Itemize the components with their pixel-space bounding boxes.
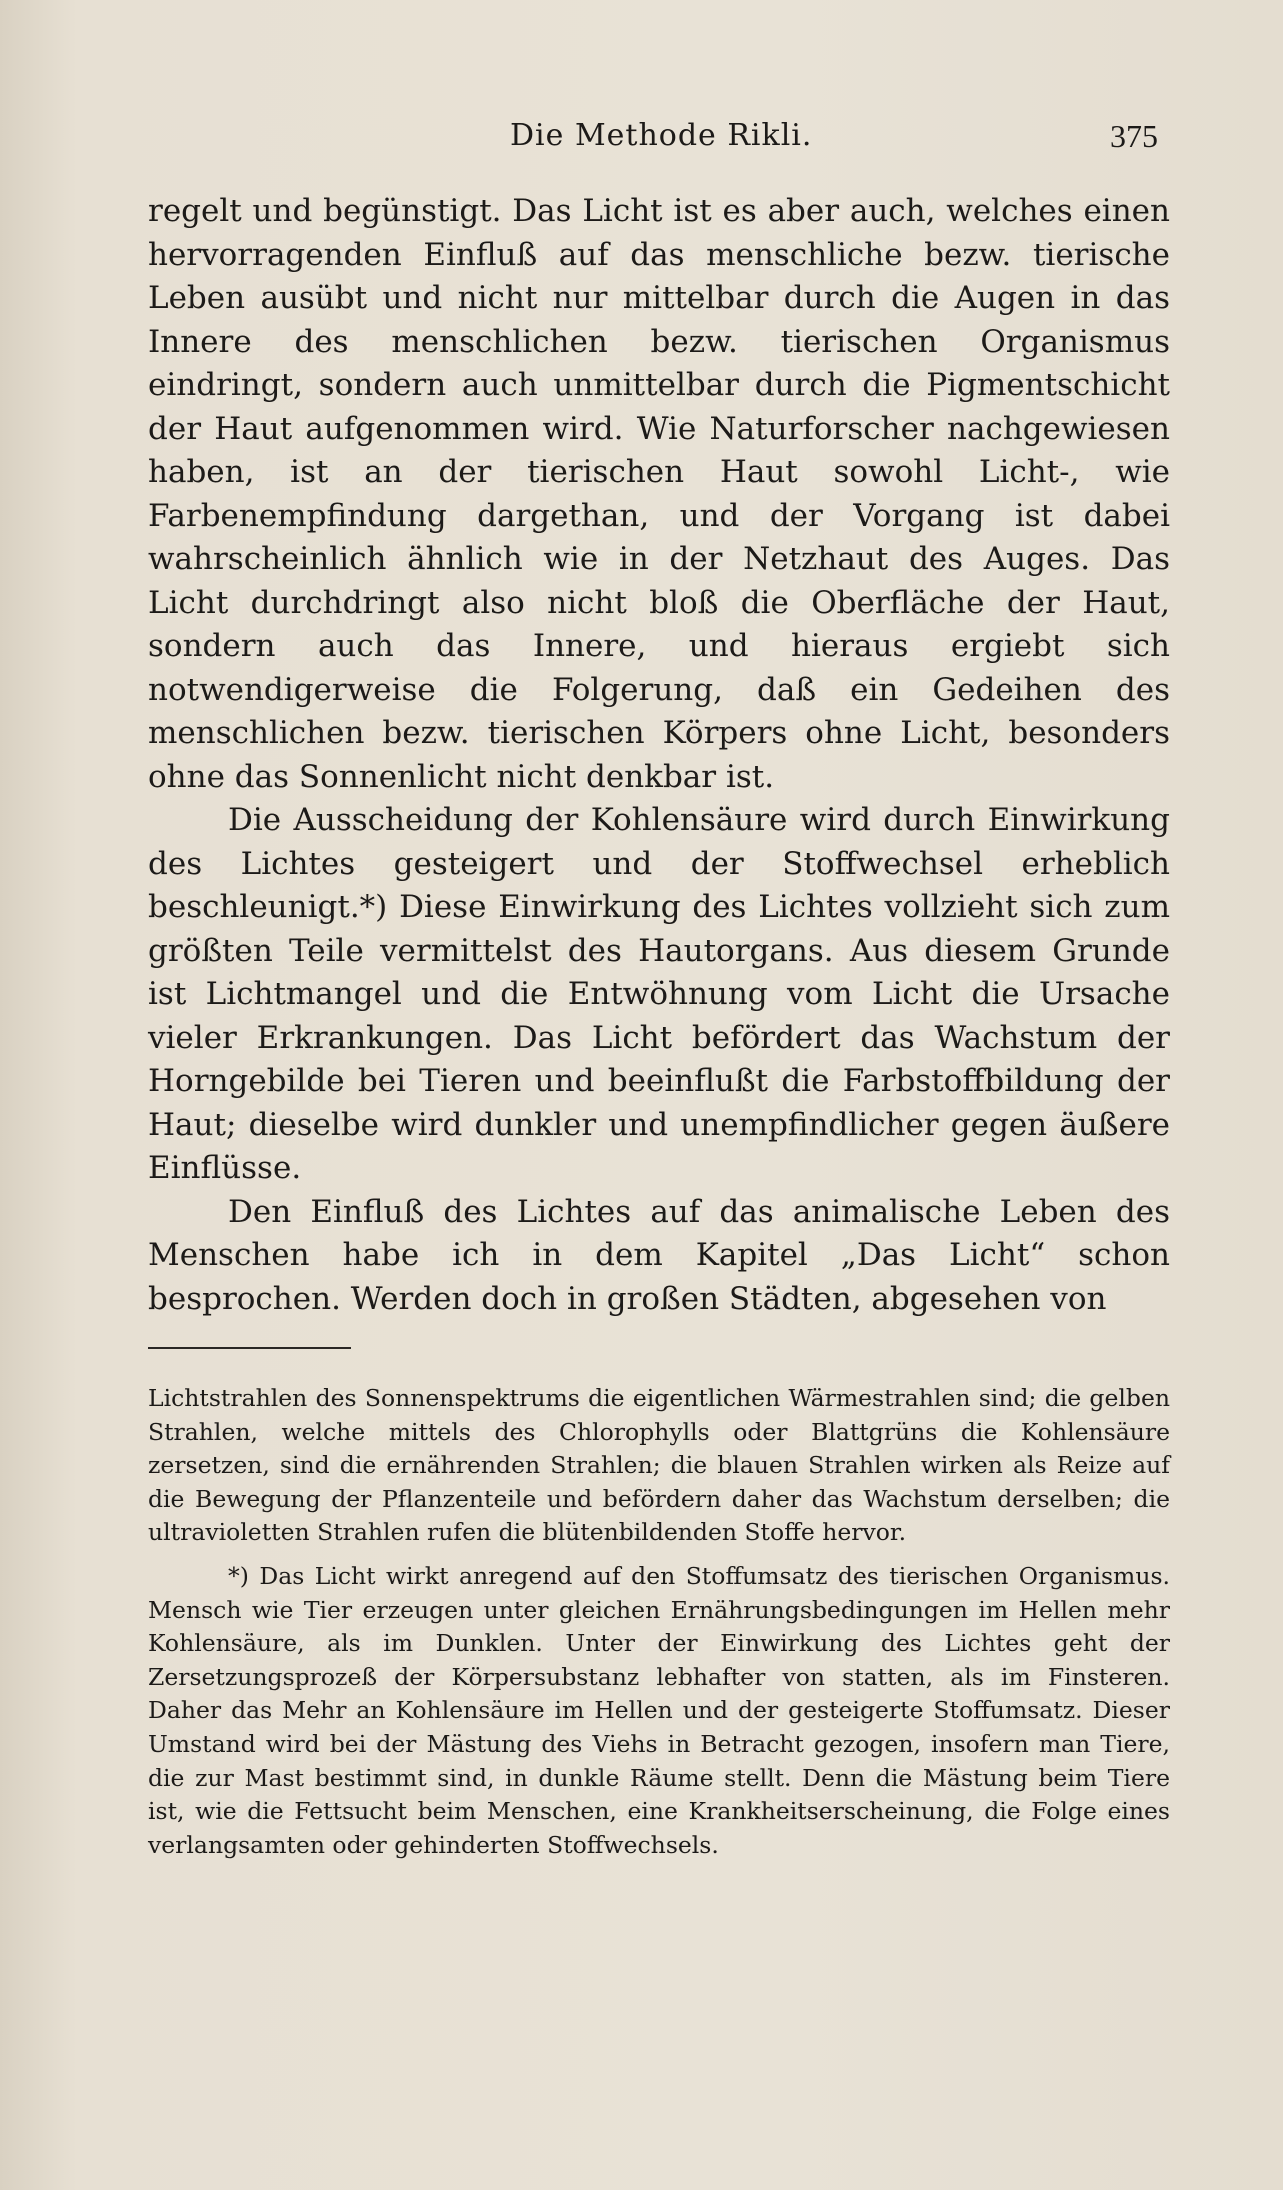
main-text <box>148 190 1170 1321</box>
running-head <box>148 118 1158 158</box>
footnote-separator <box>148 1347 351 1349</box>
footnote-asterisk: *) Das Licht wirkt anregend auf den Stoffumsatz des tierischen Organismus. Mensch wie Tier erzeugen unter gleichen Ernährungsbedingungen im Hellen mehr Kohlensäure, als im Dunklen. Unter der Einwirkung des Lichtes geht der Zersetzungsprozeß der Körpersubstanz lebhafter von statten, als im Finsteren. Daher das Mehr an Kohlensäure im Hellen und der gesteigerte Stoffumsatz. Dieser Umstand wird bei der Mästung des Viehs in Betracht gezogen, insofern man Tiere, die zur Mast bestimmt sind, in dunkle Räume stellt. Denn die Mästung beim Tiere ist, wie die Fettsucht beim Menschen, eine Krankheitserscheinung, die Folge eines verlangsamten oder gehinderten Stoffwechsels. <box>148 1561 1170 1859</box>
paragraph-1: regelt und begünstigt. Das Licht ist es aber auch, welches einen hervorragenden Einfluß auf das menschliche bezw. tierische Leben ausübt und nicht nur mittelbar durch die Augen in das Innere des menschlichen bezw. tierischen Organismus eindringt, sondern auch unmittelbar durch die Pigmentschicht der Haut aufgenommen wird. Wie Naturforscher nachgewiesen haben, ist an der tierischen Haut sowohl Licht-, wie Farbenempfindung dargethan, und der Vorgang ist dabei wahrscheinlich ähnlich wie in der Netzhaut des Auges. Das Licht durchdringt also nicht bloß die Oberfläche der Haut, sondern auch das Innere, und hieraus ergiebt sich notwendigerweise die Folgerung, daß ein Gedeihen des menschlichen bezw. tierischen Körpers ohne Licht, besonders ohne das Sonnenlicht nicht denkbar ist. <box>148 193 1170 795</box>
footnotes <box>148 1382 1170 1862</box>
paragraph-3: Den Einfluß des Lichtes auf das animalische Leben des Menschen habe ich in dem Kapitel „Das Licht“ schon besprochen. Werden doch in großen Städten, abgesehen von <box>148 1193 1170 1317</box>
footnote-continuation: Lichtstrahlen des Sonnenspektrums die eigentlichen Wärmestrahlen sind; die gelben Strahlen, welche mittels des Chlorophylls oder Blattgrüns die Kohlensäure zersetzen, sind die ernährenden Strahlen; die blauen Strahlen wirken als Reize auf die Bewegung der Pflanzenteile und befördern daher das Wachstum derselben; die ultravioletten Strahlen rufen die blütenbildenden Stoffe hervor. <box>148 1384 1170 1547</box>
paragraph-2: Die Ausscheidung der Kohlensäure wird durch Einwirkung des Lichtes gesteigert und der Stoffwechsel erheblich beschleunigt.*) Diese Einwirkung des Lichtes vollzieht sich zum größten Teile vermittelst des Hautorgans. Aus diesem Grunde ist Lichtmangel und die Entwöhnung vom Licht die Ursache vieler Erkrankungen. Das Licht befördert das Wachstum der Horngebilde bei Tieren und beeinflußt die Farbstoffbildung der Haut; dieselbe wird dunkler und unempfindlicher gegen äußere Einflüsse. <box>148 802 1170 1186</box>
page-number: 375 <box>1110 118 1158 154</box>
running-title: Die Methode Rikli. <box>510 118 813 153</box>
